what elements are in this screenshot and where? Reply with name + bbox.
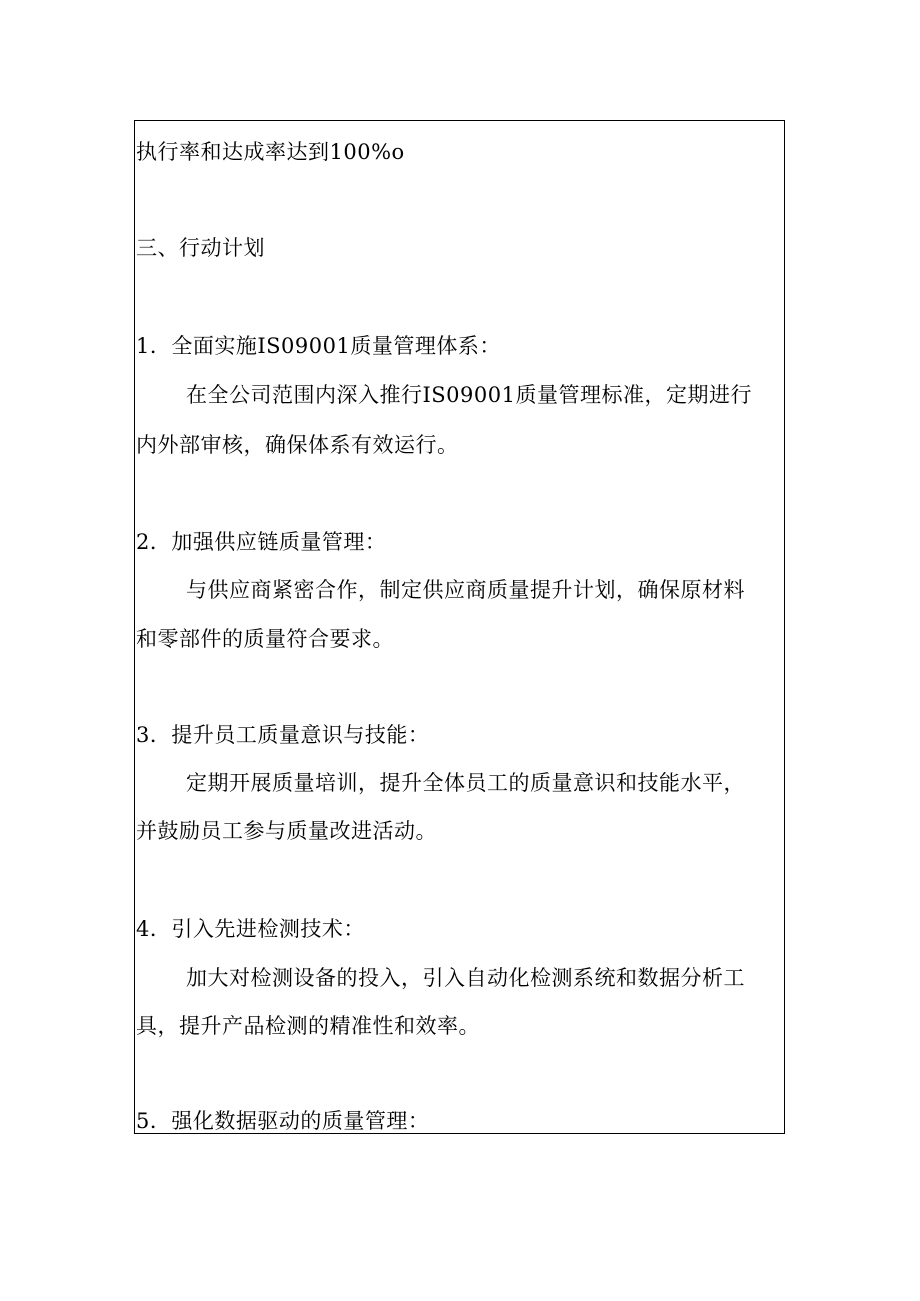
item-4-heading: 4．引入先进检测技术： <box>136 917 365 941</box>
item-1-heading: 1．全面实施IS09001质量管理体系： <box>136 334 501 358</box>
item-2-heading: 2．加强供应链质量管理： <box>136 530 387 554</box>
section-heading: 三、行动计划 <box>136 236 265 260</box>
item-4-body-line-1: 加大对检测设备的投入，引入自动化检测系统和数据分析工 <box>186 966 745 990</box>
item-1-body-line-2: 内外部审核，确保体系有效运行。 <box>136 433 459 457</box>
intro-tail-text: 执行率和达成率达到100%o <box>136 140 405 164</box>
item-1-body-line-1: 在全公司范围内深入推行IS09001质量管理标准，定期进行 <box>186 383 752 407</box>
item-3-body-line-1: 定期开展质量培训，提升全体员工的质量意识和技能水平， <box>186 771 745 795</box>
item-5-heading: 5．强化数据驱动的质量管理： <box>136 1109 430 1133</box>
item-2-body-line-2: 和零部件的质量符合要求。 <box>136 627 394 651</box>
item-4-body-line-2: 具，提升产品检测的精准性和效率。 <box>136 1014 480 1038</box>
item-3-heading: 3．提升员工质量意识与技能： <box>136 723 430 747</box>
item-2-body-line-1: 与供应商紧密合作，制定供应商质量提升计划，确保原材料 <box>186 578 745 602</box>
item-3-body-line-2: 并鼓励员工参与质量改进活动。 <box>136 819 437 843</box>
